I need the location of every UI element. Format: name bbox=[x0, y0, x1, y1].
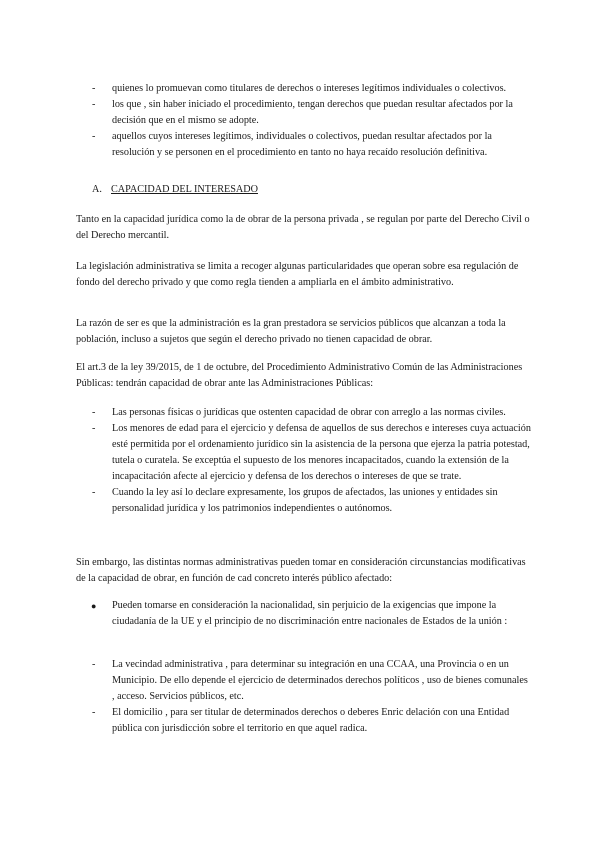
interested-parties-list bbox=[0, 81, 603, 161]
list-item bbox=[0, 705, 603, 737]
list-item-text: aquellos cuyos intereses legítimos, individuales o colectivos, puedan resultar afectados por la resolución y se personen en el procedimiento en tanto no haya recaído resolución definitiva. bbox=[112, 131, 492, 158]
list-item bbox=[0, 129, 603, 161]
paragraph: La razón de ser es que la administración es la gran prestadora se servicios públicos que alcanzan a toda la población, incluso a sujetos que según el derecho privado no tienen capacidad de obrar. bbox=[76, 318, 506, 345]
capacity-list bbox=[0, 405, 603, 517]
list-item bbox=[0, 598, 603, 630]
dash-marker: - bbox=[92, 83, 96, 94]
circumstances-list bbox=[0, 657, 603, 737]
dash-marker: - bbox=[92, 487, 96, 498]
section-heading bbox=[92, 182, 258, 198]
list-item bbox=[0, 657, 603, 705]
dash-marker: - bbox=[92, 423, 96, 434]
dash-marker: - bbox=[92, 707, 96, 718]
list-item bbox=[0, 97, 603, 129]
paragraph: Tanto en la capacidad jurídica como la de obrar de la persona privada , se regulan por parte del Derecho Civil o del Derecho mercantil. bbox=[76, 214, 530, 241]
list-item bbox=[0, 81, 603, 97]
dash-marker: - bbox=[92, 131, 96, 142]
list-item bbox=[0, 485, 603, 517]
dash-marker: - bbox=[92, 99, 96, 110]
heading-letter: A. bbox=[92, 184, 102, 195]
bullet-marker: ● bbox=[91, 601, 97, 611]
list-item-text: Cuando la ley así lo declare expresamente, los grupos de afectados, las uniones y entidades sin personalidad jurídica y los patrimonios independientes o autónomos. bbox=[112, 487, 498, 514]
bullet-list bbox=[0, 598, 603, 630]
list-item-text: Las personas físicas o jurídicas que ostenten capacidad de obrar con arreglo a las normas civiles. bbox=[112, 407, 506, 418]
paragraph: La legislación administrativa se limita a recoger algunas particularidades que operan sobre esa regulación de fondo del derecho privado y que como regla tienden a ampliarla en el ámbito administrativo. bbox=[76, 261, 519, 288]
list-item-text: los que , sin haber iniciado el procedimiento, tengan derechos que puedan resultar afectados por la decisión que en el mismo se adopte. bbox=[112, 99, 513, 126]
list-item bbox=[0, 405, 603, 421]
dash-marker: - bbox=[92, 659, 96, 670]
dash-marker: - bbox=[92, 407, 96, 418]
list-item-text: quienes lo promuevan como titulares de derechos o intereses legítimos individuales o colectivos. bbox=[112, 83, 507, 94]
list-item-text: La vecindad administrativa , para determinar su integración en una CCAA, una Provincia o en un Municipio. De ello depende el ejercicio de determinados derechos políticos , uso de bienes comunales , acceso. Servicios públicos, etc. bbox=[112, 659, 528, 702]
list-item-text: El domicilio , para ser titular de determinados derechos o deberes Enric delación con una Entidad pública con jurisdicción sobre el territorio en que aquel radica. bbox=[112, 707, 510, 734]
paragraph: El art.3 de la ley 39/2015, de 1 de octubre, del Procedimiento Administrativo Común de las Administraciones Públicas: tendrán capacidad de obrar ante las Administraciones Públicas: bbox=[76, 362, 523, 389]
paragraph: Sin embargo, las distintas normas administrativas pueden tomar en consideración circunstancias modificativas de la capacidad de obrar, en función de cad concreto interés público afectado: bbox=[76, 557, 526, 584]
list-item-text: Pueden tomarse en consideración la nacionalidad, sin perjuicio de la exigencias que impone la ciudadanía de la UE y el principio de no discriminación entre nacionales de Estados de la unión : bbox=[112, 600, 508, 627]
heading-title: CAPACIDAD DEL INTERESADO bbox=[111, 184, 258, 195]
list-item bbox=[0, 421, 603, 485]
list-item-text: Los menores de edad para el ejercicio y defensa de aquellos de sus derechos e intereses cuya actuación esté permitida por el ordenamiento jurídico sin la asistencia de la persona que ejerza la patria potestad, tutela o curatela. Se exceptúa el supuesto de los menores incapacitados, cuando la extensión de la incapacitación afecte al ejercicio y defensa de los derechos o intereses de que se trate. bbox=[112, 423, 531, 482]
